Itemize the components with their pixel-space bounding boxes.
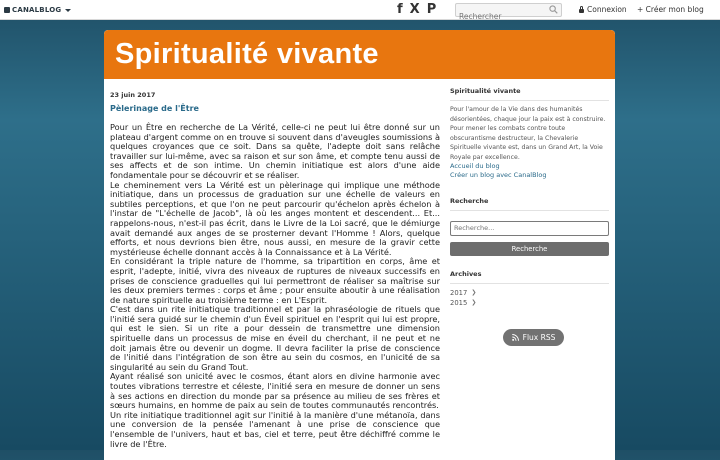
about-heading: Spiritualité vivante (450, 87, 609, 101)
post-paragraph: Ayant réalisé son unicité avec le cosmos, étant alors en divine harmonie avec toutes vibrations terrestre et céleste, l'initié sera en mesure de donner un sens à ses actions en direction du monde par sa présence au milieu de ses frères et sœurs humains, en homme de paix au sein de toutes communautés rencontrés. (110, 371, 440, 411)
chevron-right-icon: ❯ (471, 298, 477, 306)
facebook-icon[interactable]: f (397, 2, 403, 17)
post-paragraph: C'est dans un rite initiatique traditionnel et par la phraséologie de rituels que l'initié sera guidé sur le chemin d'un Éveil spirituel en l'esprit qui lui est propre, qui est le sien. Si un rite a pour dessein de transmettre une dimension spirituelle dans un processus de mise en éveil du cherchant, il ne peut et ne doit jamais être ou devenir un dogme. Il devra faciliter la prise de conscience de l'initié dans l'intégration de son être au sein du cosmos, en l'unicité de sa singularité au sein du Grand Tout. (110, 304, 440, 372)
rss-feed-button[interactable] (503, 329, 564, 346)
chevron-right-icon: ❯ (471, 288, 477, 296)
post-paragraph: Pour un Être en recherche de La Vérité, celle-ci ne peut lui être donné sur un plateau d'argent comme on en trouve si souvent dans d'aveugles soumissions à quelques croyances que ce soit. Dans sa quête, l'adepte doit sans relâche travailler sur lui-même, avec sa raison et sur son âme, et compte tenu aussi de ses affects et de son intime. Un chemin initiatique est alors d'une aide fondamentale pour se découvrir et se réaliser. (110, 122, 440, 180)
archives-heading: Archives (450, 270, 609, 284)
search-heading: Recherche (450, 197, 609, 211)
blog-title[interactable]: Spiritualité vivante (115, 38, 379, 70)
blog-header (104, 30, 615, 79)
about-text: Pour l'amour de la Vie dans des humanités désorientées, chaque jour la paix est à construire. Pour mener les combats contre toute obscurantisme destructeur, la Chevalerie Spirituelle vivante est, dans un Grand Art, la Voie Royale par excellence. (450, 106, 606, 161)
sidebar (450, 87, 609, 342)
pinterest-icon[interactable]: P (426, 2, 437, 17)
main-content (110, 91, 440, 449)
create-blog-label: + Créer mon blog (637, 5, 704, 14)
login-label: Connexion (587, 5, 627, 14)
archive-year: 2017 (450, 288, 468, 297)
archive-year: 2015 (450, 298, 468, 307)
create-blog-link[interactable] (637, 5, 704, 14)
post-body (110, 123, 440, 449)
top-search-box (455, 3, 562, 17)
home-link[interactable]: Accueil du blog (450, 162, 500, 170)
social-links (397, 3, 436, 17)
logo-mark-icon (4, 7, 10, 13)
archive-item[interactable] (450, 298, 609, 308)
blog-page (104, 30, 615, 460)
rss-icon (512, 334, 519, 341)
logo-text: CANALBLOG (12, 6, 62, 14)
lock-icon (579, 9, 584, 13)
sidebar-search-button[interactable]: Recherche (450, 242, 609, 256)
post-paragraph: Un rite initiatique traditionnel agit sur l'initié à la manière d'une métanoïa, dans une conversion de la pensée l'amenant à une prise de conscience que l'ensemble de l'univers, haut et bas, ciel et terre, peut être déchiffré comme le livre de l'Être. (110, 409, 440, 449)
post-paragraph: En considérant la triple nature de l'homme, sa tripartition en corps, âme et esprit, l'adepte, initié, vivra des niveaux de ruptures de niveaux successifs en prises de conscience graduelles qui lui permettront de réaliser sa maîtrise sur les deux premiers termes : corps et âme ; pour ensuite aboutir à une réalisation de nature spirituelle au troisième terme : en L'Esprit. (110, 256, 440, 305)
sidebar-search-input[interactable] (450, 221, 609, 236)
top-search-input[interactable] (456, 11, 547, 23)
post-paragraph: Le cheminement vers La Vérité est un pèlerinage qui implique une méthode initiatique, dans un processus de graduation sur une échelle de valeurs en subtiles perceptions, et que l'on ne peut parcourir qu'échelon après échelon à l'instar de "L'échelle de Jacob", là où les anges montent et descendent... Et... rappelons-nous, n'est-il pas écrit, dans le Livre de la Loi sacré, que le démiurge avait demandé aux anges de se prosterner devant l'Homme ! Alors, quelque efforts, et nous devrions bien être, nous aussi, en mesure de la gravir cette mystérieuse échelle donnant accès à la Connaissance et à La Vérité. (110, 179, 440, 257)
rss-label: Flux RSS (522, 333, 556, 342)
canalblog-logo[interactable] (4, 4, 71, 16)
chevron-down-icon (65, 9, 71, 12)
search-icon[interactable] (549, 5, 558, 14)
create-blog-sidebar-link[interactable]: Créer un blog avec CanalBlog (450, 171, 547, 179)
x-icon[interactable]: X (409, 2, 420, 17)
post-title[interactable]: Pèlerinage de l'Être (110, 104, 199, 113)
login-link[interactable] (579, 5, 627, 14)
post-date: 23 juin 2017 (110, 91, 156, 99)
archive-item[interactable] (450, 288, 609, 298)
top-navigation-bar (0, 0, 720, 20)
